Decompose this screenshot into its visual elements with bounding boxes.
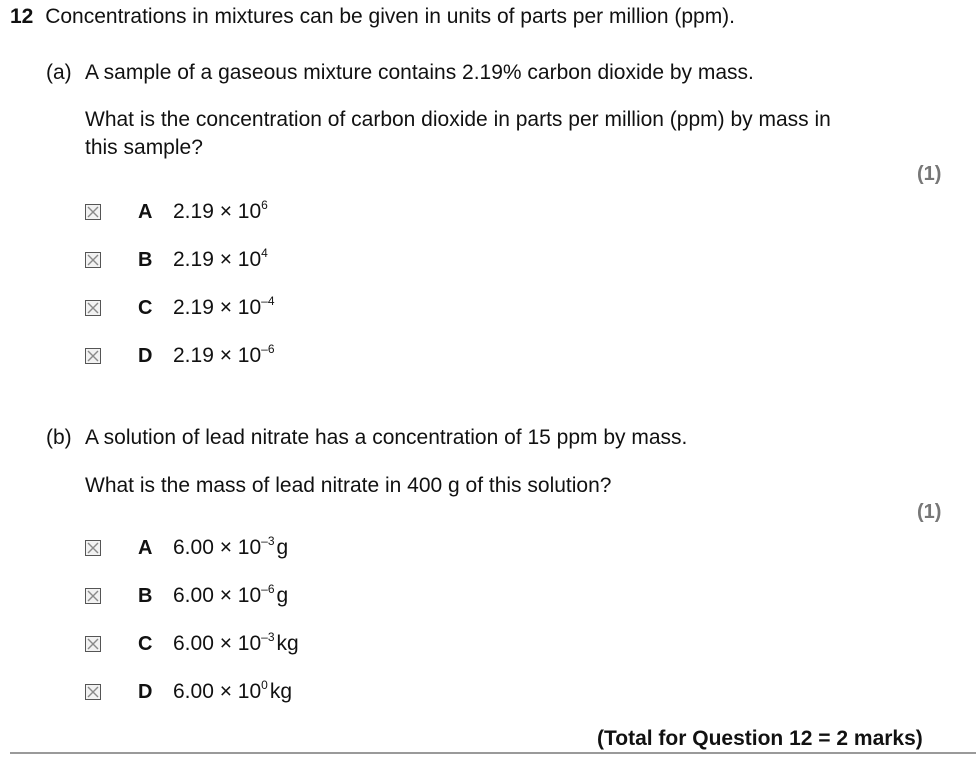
option-mantissa: 2.19 × 10 xyxy=(173,200,262,223)
option-exponent: –3 xyxy=(261,534,275,548)
part-a-option-b-value xyxy=(173,246,268,274)
option-exponent: 6 xyxy=(261,198,268,212)
option-exponent: –3 xyxy=(261,630,275,644)
crossed-checkbox-icon[interactable] xyxy=(85,684,101,700)
total-marks: (Total for Question 12 = 2 marks) xyxy=(597,727,923,750)
option-exponent: 0 xyxy=(261,678,268,692)
divider-rule xyxy=(10,752,976,754)
option-unit: kg xyxy=(269,680,293,703)
part-b-option-a-value xyxy=(173,534,288,562)
crossed-checkbox-icon[interactable] xyxy=(85,300,101,316)
part-b-option-a-letter: A xyxy=(138,537,153,559)
part-b-option-d-value xyxy=(173,678,292,706)
crossed-checkbox-icon[interactable] xyxy=(85,204,101,220)
part-b-question-line1: What is the mass of lead nitrate in 400 g of this solution? xyxy=(85,474,612,497)
option-mantissa: 6.00 × 10 xyxy=(173,680,262,703)
part-b-marks: (1) xyxy=(917,501,942,523)
option-mantissa: 2.19 × 10 xyxy=(173,248,262,271)
part-b-option-d-letter: D xyxy=(138,681,153,703)
option-mantissa: 6.00 × 10 xyxy=(173,536,262,559)
part-b-label: (b) xyxy=(46,426,72,449)
part-a-option-c-letter: C xyxy=(138,297,153,319)
question-stem xyxy=(10,3,735,31)
crossed-checkbox-icon[interactable] xyxy=(85,540,101,556)
option-unit: g xyxy=(276,584,289,607)
part-a-statement: A sample of a gaseous mixture contains 2.19% carbon dioxide by mass. xyxy=(85,61,754,84)
part-a-option-b-letter: B xyxy=(138,249,153,271)
crossed-checkbox-icon[interactable] xyxy=(85,252,101,268)
part-a-option-d-letter: D xyxy=(138,345,153,367)
question-stem-text: Concentrations in mixtures can be given in units of parts per million (ppm). xyxy=(45,5,736,28)
crossed-checkbox-icon[interactable] xyxy=(85,588,101,604)
option-mantissa: 2.19 × 10 xyxy=(173,344,262,367)
part-a-marks: (1) xyxy=(917,163,942,185)
crossed-checkbox-icon[interactable] xyxy=(85,348,101,364)
part-b-statement: A solution of lead nitrate has a concentration of 15 ppm by mass. xyxy=(85,426,688,449)
option-mantissa: 2.19 × 10 xyxy=(173,296,262,319)
option-unit: g xyxy=(276,536,289,559)
part-a-option-a-value xyxy=(173,198,268,226)
option-exponent: –4 xyxy=(261,294,275,308)
part-a-question-line2: this sample? xyxy=(85,136,203,159)
option-unit: kg xyxy=(276,632,299,655)
part-b-option-c-value xyxy=(173,630,299,658)
part-a-option-d-value xyxy=(173,342,275,370)
option-mantissa: 6.00 × 10 xyxy=(173,632,262,655)
option-exponent: 4 xyxy=(261,246,268,260)
part-b-option-b-letter: B xyxy=(138,585,153,607)
option-exponent: –6 xyxy=(261,582,275,596)
option-exponent: –6 xyxy=(261,342,275,356)
part-a-option-c-value xyxy=(173,294,275,322)
question-number: 12 xyxy=(10,5,34,28)
option-mantissa: 6.00 × 10 xyxy=(173,584,262,607)
part-a-label: (a) xyxy=(46,61,72,84)
part-b-option-b-value xyxy=(173,582,288,610)
crossed-checkbox-icon[interactable] xyxy=(85,636,101,652)
part-b-option-c-letter: C xyxy=(138,633,153,655)
part-a-question-line1: What is the concentration of carbon dioxide in parts per million (ppm) by mass in xyxy=(85,108,831,131)
part-a-option-a-letter: A xyxy=(138,201,153,223)
